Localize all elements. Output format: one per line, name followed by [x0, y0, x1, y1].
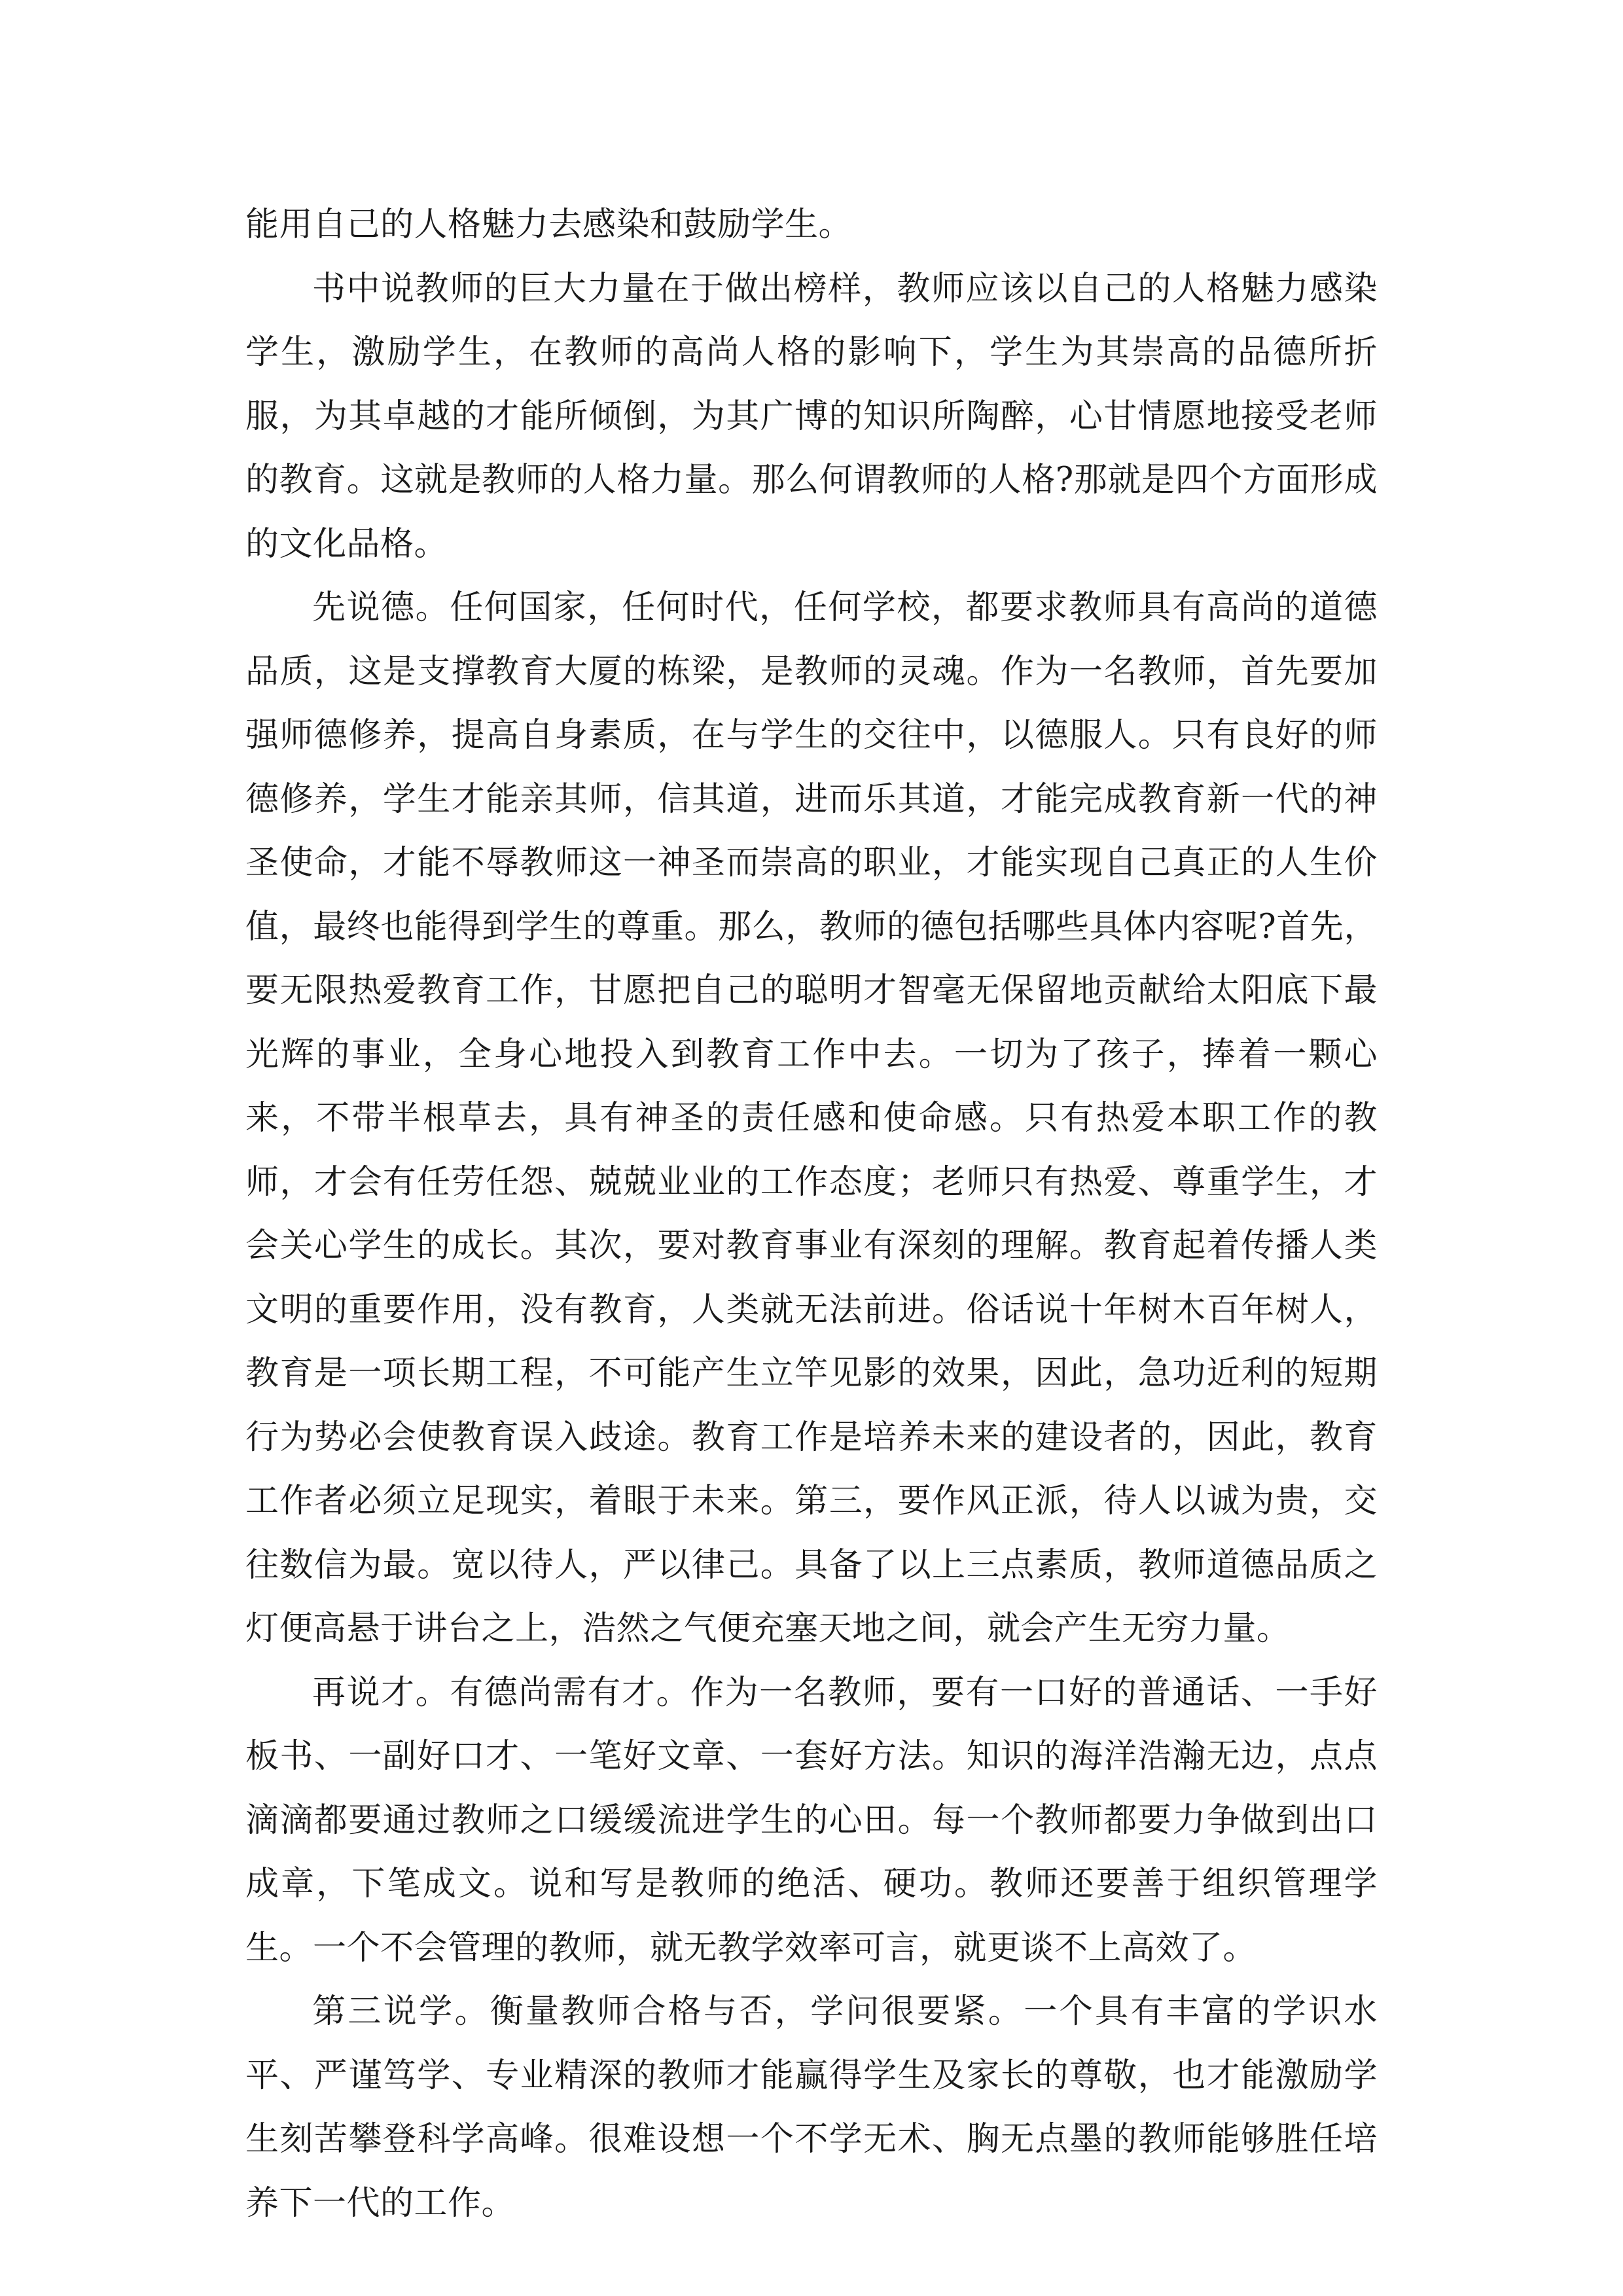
paragraph-teacher-example: 书中说教师的巨大力量在于做出榜样，教师应该以自己的人格魅力感染学生，激励学生，在教师的高尚人格的影响下，学生为其崇高的品德所折服，为其卓越的才能所倾倒，为其广博的知识所陶醉，心甘情愿地接受老师的教育。这就是教师的人格力量。那么何谓教师的人格?那就是四个方面形成的文化品格。 [245, 269, 1378, 564]
body-text [245, 193, 1378, 2235]
paragraph-continuation: 能用自己的人格魅力去感染和鼓励学生。 [245, 206, 853, 244]
paragraph-learning: 第三说学。衡量教师合格与否，学问很要紧。一个具有丰富的学识水平、严谨笃学、专业精深的教师才能赢得学生及家长的尊敬，也才能激励学生刻苦攀登科学高峰。很难设想一个不学无术、胸无点墨的教师能够胜任培养下一代的工作。 [245, 1992, 1378, 2223]
paragraph-virtue: 先说德。任何国家，任何时代，任何学校，都要求教师具有高尚的道德品质，这是支撑教育大厦的栋梁，是教师的灵魂。作为一名教师，首先要加强师德修养，提高自身素质，在与学生的交往中，以德服人。只有良好的师德修养，学生才能亲其师，信其道，进而乐其道，才能完成教育新一代的神圣使命，才能不辱教师这一神圣而崇高的职业，才能实现自己真正的人生价值，最终也能得到学生的尊重。那么，教师的德包括哪些具体内容呢?首先，要无限热爱教育工作，甘愿把自己的聪明才智毫无保留地贡献给太阳底下最光辉的事业，全身心地投入到教育工作中去。一切为了孩子，捧着一颗心来，不带半根草去，具有神圣的责任感和使命感。只有热爱本职工作的教师，才会有任劳任怨、兢兢业业的工作态度；老师只有热爱、尊重学生，才会关心学生的成长。其次，要对教育事业有深刻的理解。教育起着传播人类文明的重要作用，没有教育，人类就无法前进。俗话说十年树木百年树人，教育是一项长期工程，不可能产生立竿见影的效果，因此，急功近利的短期行为势必会使教育误入歧途。教育工作是培养未来的建设者的，因此，教育工作者必须立足现实，着眼于未来。第三，要作风正派，待人以诚为贵，交往数信为最。宽以待人，严以律己。具备了以上三点素质，教师道德品质之灯便高悬于讲台之上，浩然之气便充塞天地之间，就会产生无穷力量。 [245, 588, 1378, 1648]
paragraph-talent: 再说才。有德尚需有才。作为一名教师，要有一口好的普通话、一手好板书、一副好口才、一笔好文章、一套好方法。知识的海洋浩瀚无边，点点滴滴都要通过教师之口缓缓流进学生的心田。每一个教师都要力争做到出口成章，下笔成文。说和写是教师的绝活、硬功。教师还要善于组织管理学生。一个不会管理的教师，就无教学效率可言，就更谈不上高效了。 [245, 1673, 1378, 1967]
